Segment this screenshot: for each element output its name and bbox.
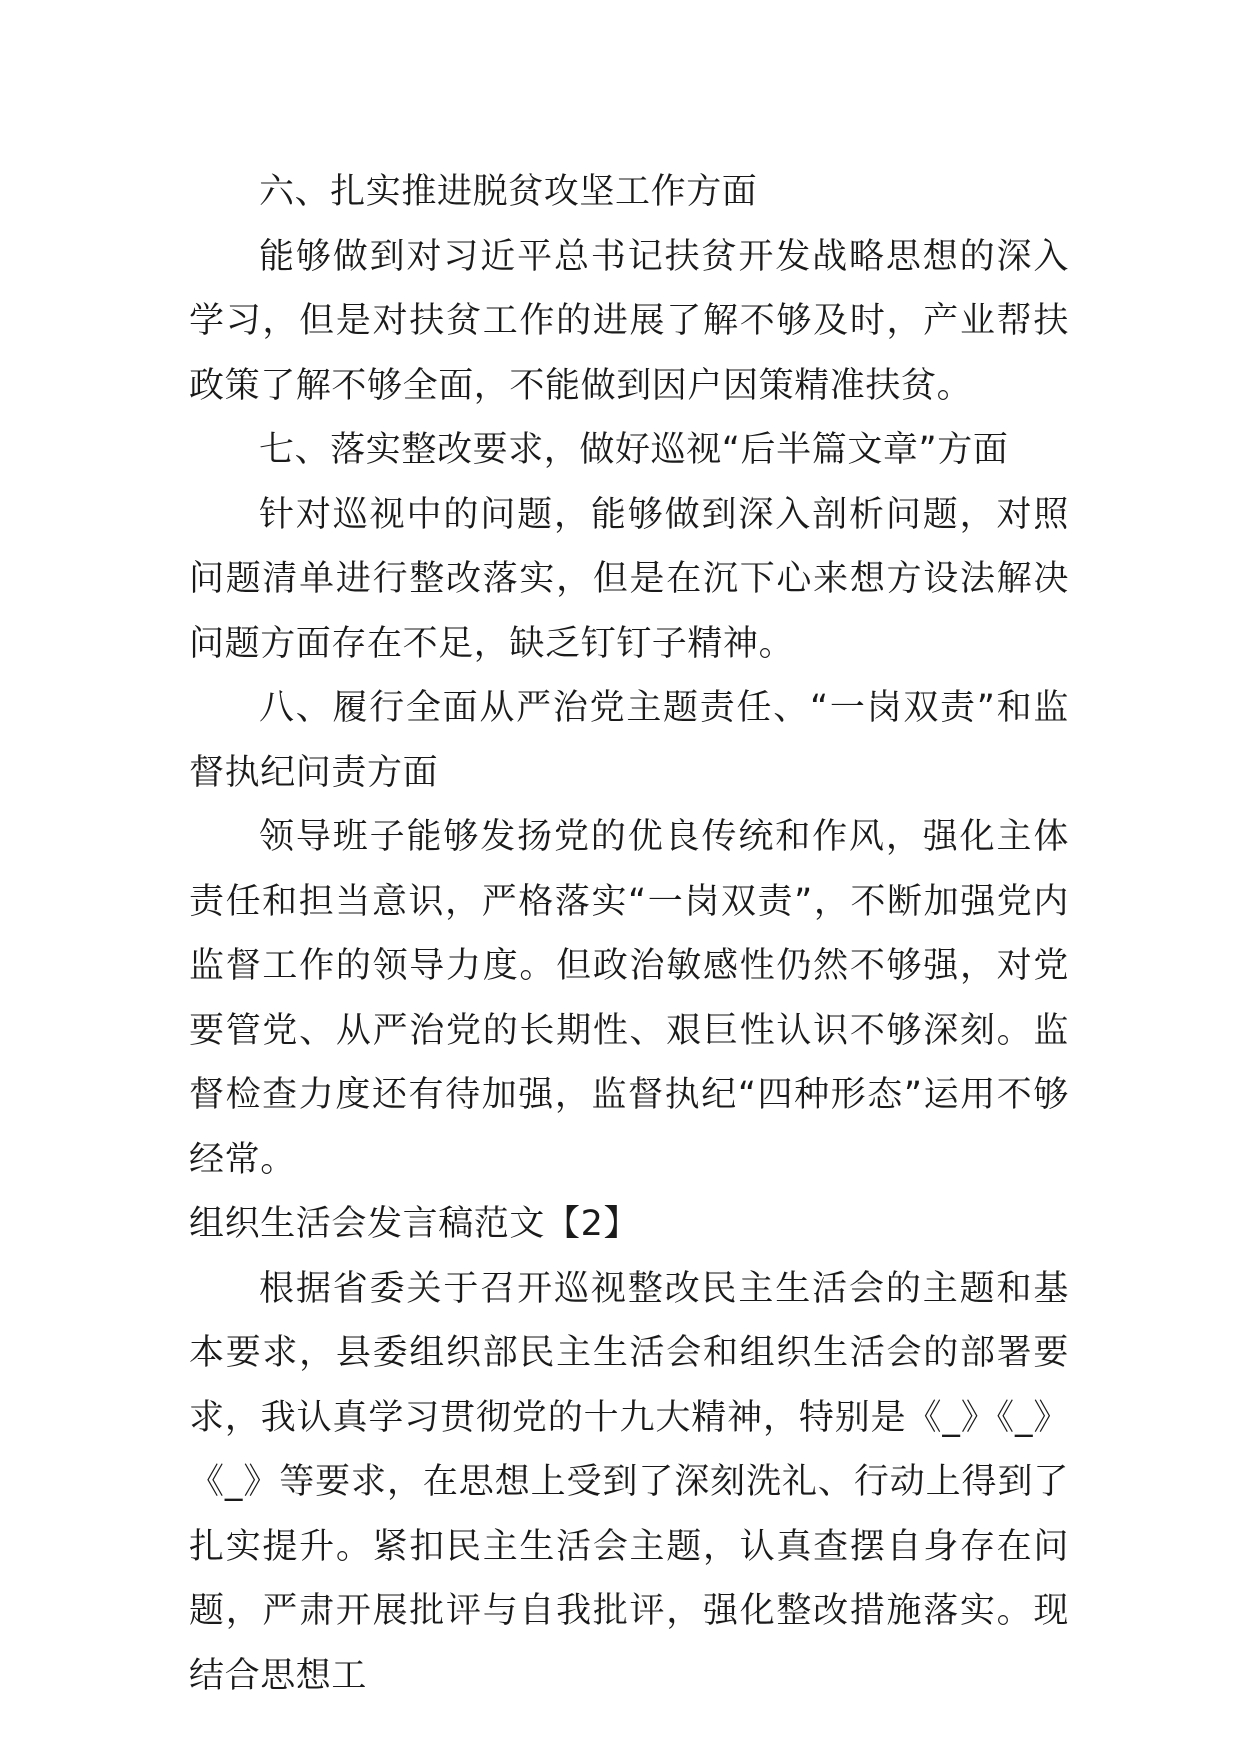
- document-body: [189, 160, 1069, 1708]
- paragraph-poverty-alleviation: 能够做到对习近平总书记扶贫开发战略思想的深入学习，但是对扶贫工作的进展了解不够及时，产业帮扶政策了解不够全面，不能做到因户因策精准扶贫。: [189, 236, 1069, 406]
- paragraph-life-meeting-intro: 根据省委关于召开巡视整改民主生活会的主题和基本要求，县委组织部民主生活会和组织生活会的部署要求，我认真学习贯彻党的十九大精神，特别是《_》《_》《_》等要求，在思想上受到了深刻洗礼、行动上得到了扎实提升。紧扣民主生活会主题，认真查摆自身存在问题，严肃开展批评与自我批评，强化整改措施落实。现结合思想工: [189, 1268, 1069, 1696]
- sample-title-2: 组织生活会发言稿范文【2】: [189, 1204, 640, 1244]
- paragraph-inspection-rectification: 针对巡视中的问题，能够做到深入剖析问题，对照问题清单进行整改落实，但是在沉下心来想方设法解决问题方面存在不足，缺乏钉钉子精神。: [189, 494, 1069, 664]
- section-heading-6: 六、扎实推进脱贫攻坚工作方面: [259, 172, 758, 212]
- section-heading-8: 八、履行全面从严治党主题责任、“一岗双责”和监督执纪问责方面: [189, 688, 1069, 793]
- section-heading-7: 七、落实整改要求，做好巡视“后半篇文章”方面: [259, 430, 1009, 470]
- paragraph-party-discipline: 领导班子能够发扬党的优良传统和作风，强化主体责任和担当意识，严格落实“一岗双责”，不断加强党内监督工作的领导力度。但政治敏感性仍然不够强，对党要管党、从严治党的长期性、艰巨性认识不够深刻。监督检查力度还有待加强，监督执纪“四种形态”运用不够经常。: [189, 817, 1069, 1180]
